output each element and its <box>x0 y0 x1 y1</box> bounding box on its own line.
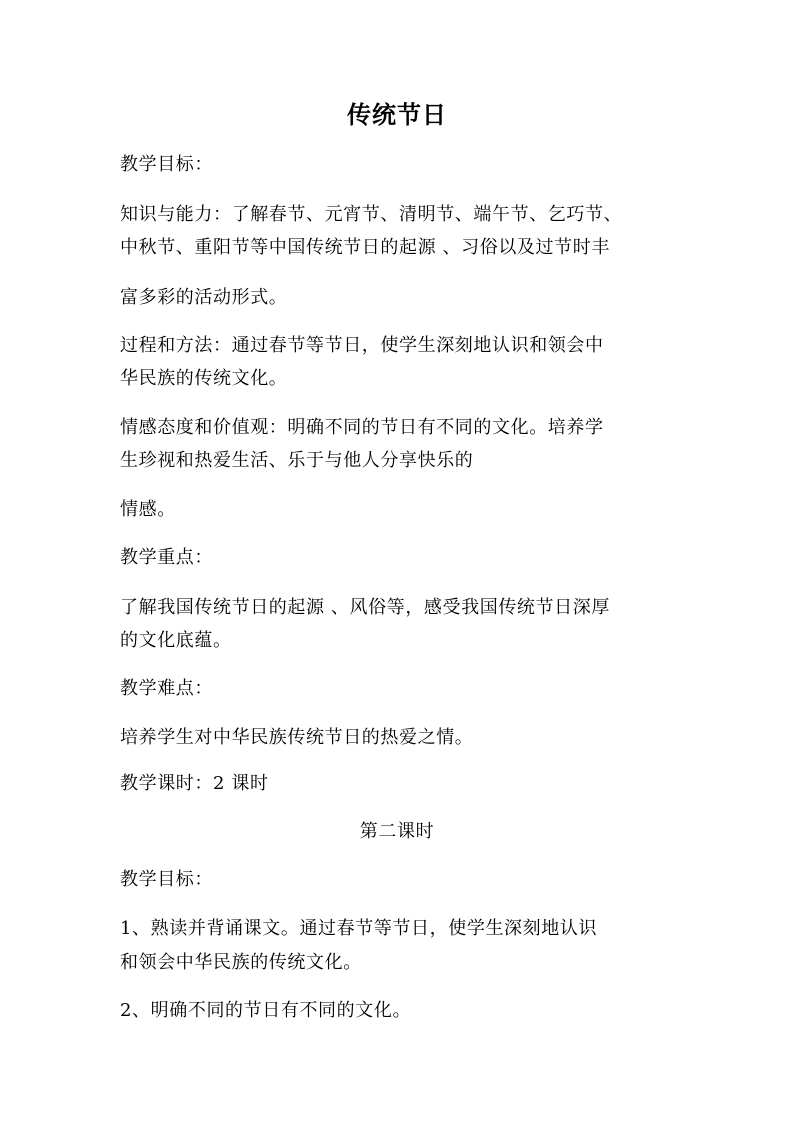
text-line: 知识与能力：了解春节、元宵节、清明节、端午节、乞巧节、 <box>120 204 623 225</box>
text-line: 教学目标： <box>120 154 213 175</box>
text-line: 教学目标： <box>120 869 213 890</box>
text-line: 生珍视和热爱生活、乐于与他人分享快乐的 <box>120 450 474 471</box>
text-line: 华民族的传统文化。 <box>120 368 288 389</box>
text-line: 了解我国传统节日的起源 、风俗等，感受我国传统节日深厚 <box>120 597 610 618</box>
text-line: 1、熟读并背诵课文。通过春节等节日，使学生深刻地认识 <box>120 918 598 939</box>
text-line: 教学重点： <box>120 547 213 568</box>
text-line: 富多彩的活动形式。 <box>120 287 288 308</box>
section-heading: 第二课时 <box>359 821 435 842</box>
text-line: 情感态度和价值观：明确不同的节日有不同的文化。培养学 <box>120 417 604 438</box>
text-line: 过程和方法：通过春节等节日，使学生深刻地认识和领会中 <box>120 335 604 356</box>
text-line: 中秋节、重阳节等中国传统节日的起源 、习俗以及过节时丰 <box>120 237 610 258</box>
text-line: 和领会中华民族的传统文化。 <box>120 952 362 973</box>
document-title: 传统节日 <box>347 100 447 129</box>
text-line: 培养学生对中华民族传统节日的热爱之情。 <box>120 727 474 748</box>
text-line: 的文化底蕴。 <box>120 630 232 651</box>
text-line: 2、明确不同的节日有不同的文化。 <box>120 1000 412 1021</box>
text-line: 教学课时：2 课时 <box>120 773 269 794</box>
text-line: 教学难点： <box>120 678 213 699</box>
text-line: 情感。 <box>120 499 176 520</box>
